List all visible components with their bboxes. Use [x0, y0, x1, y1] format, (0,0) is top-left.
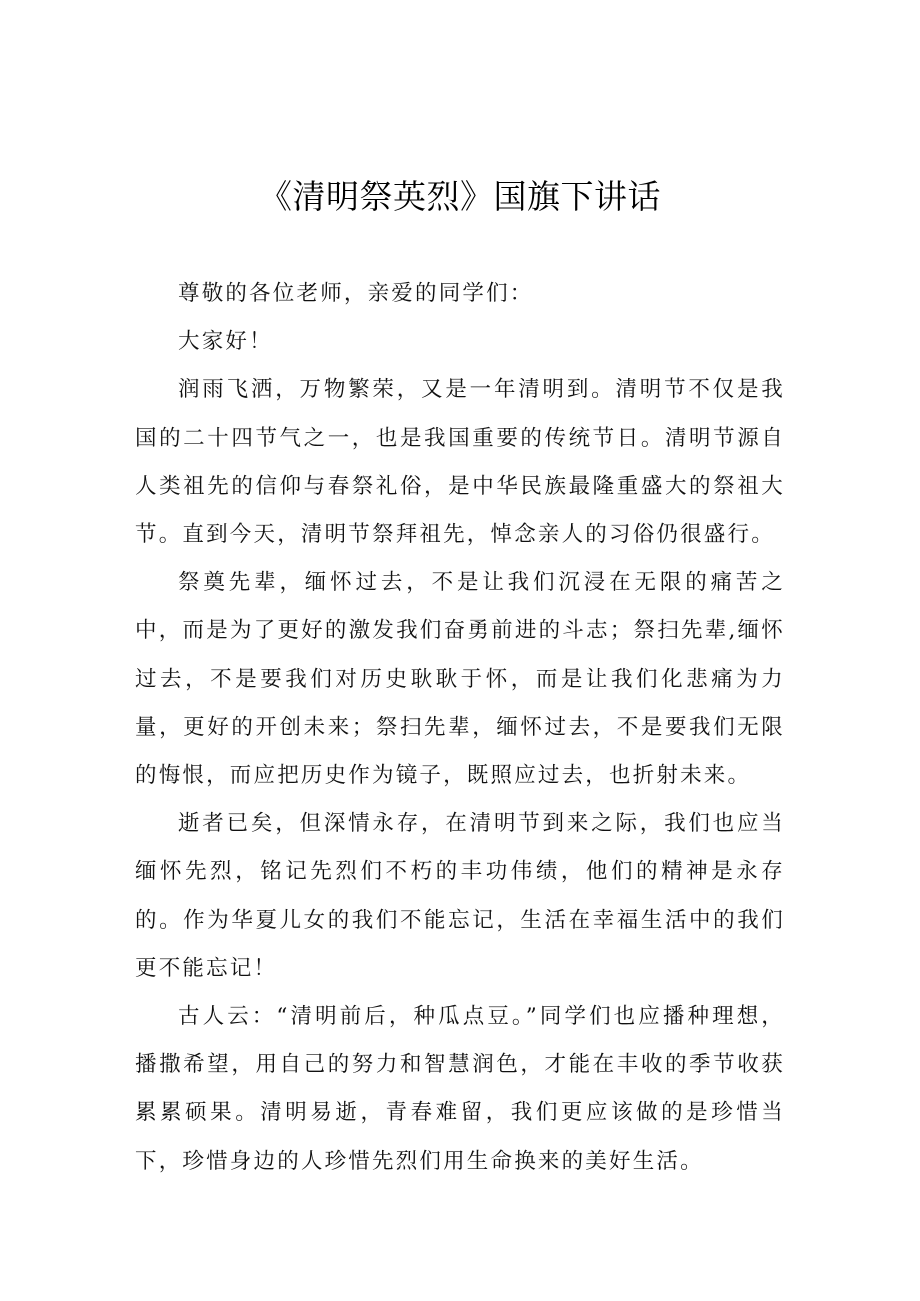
- salutation-paragraph: 尊敬的各位老师，亲爱的同学们：: [178, 281, 534, 306]
- body-paragraph-2: 祭奠先辈，缅怀过去，不是让我们沉浸在无限的痛苦之中，而是为了更好的激发我们奋勇前进的斗志；祭扫先辈,缅怀过去，不是要我们对历史耿耿于怀，而是让我们化悲痛为力量，更好的开创未来；祭扫先辈，缅怀过去，不是要我们无限的悔恨，而应把历史作为镜子，既照应过去，也折射未来。: [135, 570, 785, 789]
- body-paragraph-1: 润雨飞洒，万物繁荣，又是一年清明到。清明节不仅是我国的二十四节气之一，也是我国重要的传统节日。清明节源自人类祖先的信仰与春祭礼俗，是中华民族最隆重盛大的祭祖大节。直到今天，清明节祭拜祖先，悼念亲人的习俗仍很盛行。: [135, 377, 785, 548]
- document-body: [135, 270, 785, 1186]
- document-title: 《清明祭英烈》国旗下讲话: [259, 177, 661, 216]
- body-paragraph-3: 逝者已矣，但深情永存，在清明节到来之际，我们也应当缅怀先烈，铭记先烈们不朽的丰功伟绩，他们的精神是永存的。作为华夏儿女的我们不能忘记，生活在幸福生活中的我们更不能忘记！: [135, 811, 785, 981]
- body-paragraph-4: 古人云：“清明前后，种瓜点豆。”同学们也应播种理想，播撒希望，用自己的努力和智慧润色，才能在丰收的季节收获累累硕果。清明易逝，青春难留，我们更应该做的是珍惜当下，珍惜身边的人珍惜先烈们用生命换来的美好生活。: [135, 1004, 785, 1174]
- greeting-paragraph: 大家好！: [178, 329, 273, 355]
